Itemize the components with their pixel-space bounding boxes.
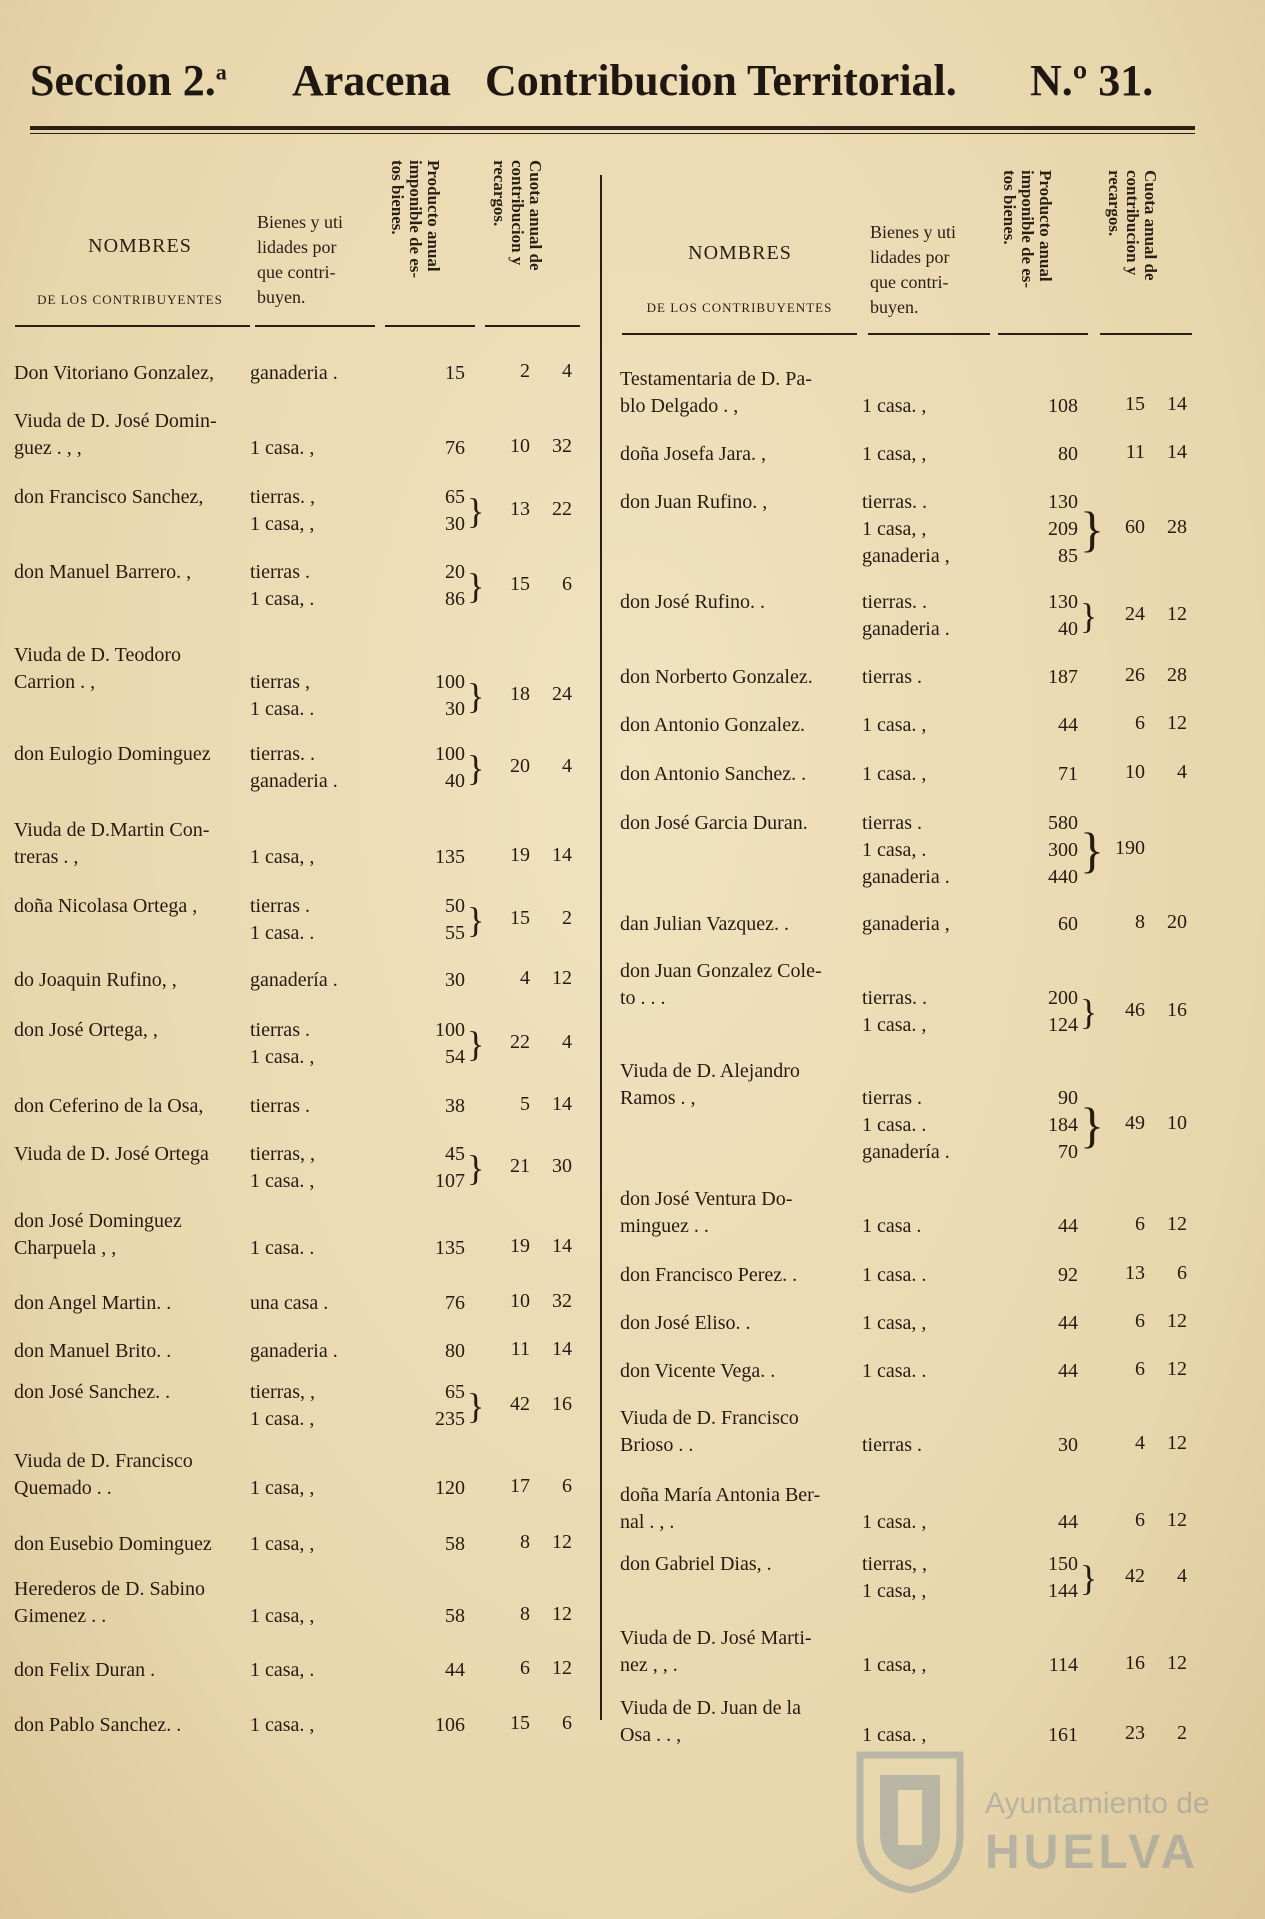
document-title: Contribucion Territorial. bbox=[485, 56, 957, 105]
annual-product: 150 144 bbox=[1048, 1553, 1078, 1602]
annual-product: 30 bbox=[1058, 1434, 1078, 1456]
right-bienes-header: Bienes y uti lidades por que contri- buyen. bbox=[870, 222, 956, 317]
property-type: 1 casa. , bbox=[862, 395, 927, 417]
right-cuota-header: Cuota anual de contribucion y recargos. bbox=[1105, 170, 1160, 281]
contributor-name: Viuda de D.Martin Con- treras . , bbox=[14, 819, 210, 868]
annual-quota: 23 2 bbox=[1125, 1722, 1187, 1744]
annual-quota: 15 14 bbox=[1125, 393, 1187, 415]
property-type: 1 casa, . bbox=[250, 1659, 315, 1681]
annual-quota: 8 12 bbox=[520, 1603, 572, 1625]
property-type: tierras. . 1 casa. , bbox=[862, 987, 927, 1036]
annual-product: 108 bbox=[1048, 395, 1078, 417]
property-type: 1 casa, , bbox=[250, 1477, 315, 1499]
property-type: tierras . bbox=[250, 1095, 310, 1117]
annual-quota: 6 12 bbox=[1135, 1310, 1187, 1332]
seal-text-line2: HUELVA bbox=[985, 1826, 1200, 1879]
annual-quota: 4 12 bbox=[520, 967, 572, 989]
property-type: 1 casa, , bbox=[862, 1312, 927, 1334]
ayuntamiento-seal bbox=[850, 1745, 1230, 1895]
property-type: tierras, , 1 casa, , bbox=[862, 1553, 927, 1602]
left-cuota-header: Cuota anual de contribucion y recargos. bbox=[490, 160, 545, 271]
contributor-name: don Manuel Barrero. , bbox=[14, 561, 192, 583]
property-type: tierras . 1 casa, . bbox=[250, 561, 315, 610]
annual-quota: 5 14 bbox=[520, 1093, 572, 1115]
annual-product: 92 bbox=[1058, 1264, 1078, 1286]
annual-product: 80 bbox=[445, 1340, 465, 1362]
annual-quota: 19 14 bbox=[510, 1235, 572, 1257]
annual-product: 100 40 bbox=[435, 743, 465, 792]
contributor-name: don Eusebio Dominguez bbox=[14, 1533, 212, 1555]
grouping-brace: } bbox=[1080, 596, 1098, 636]
contributor-name: Testamentaria de D. Pa- blo Delgado . , bbox=[620, 368, 812, 417]
left-header-underline bbox=[385, 325, 475, 327]
annual-product: 58 bbox=[445, 1533, 465, 1555]
annual-quota: 10 32 bbox=[510, 435, 572, 457]
contributor-name: don José Ortega, , bbox=[14, 1019, 158, 1041]
annual-product: 106 bbox=[435, 1714, 465, 1736]
annual-quota: 15 2 bbox=[510, 906, 572, 929]
annual-product: 135 bbox=[435, 846, 465, 868]
annual-quota: 6 12 bbox=[1135, 1358, 1187, 1380]
property-type: tierras. . ganaderia . bbox=[862, 591, 950, 640]
property-type: 1 casa, , bbox=[862, 443, 927, 465]
grouping-brace: } bbox=[467, 748, 485, 788]
grouping-brace: } bbox=[467, 676, 485, 716]
property-type: tierras. . 1 casa, , ganaderia , bbox=[862, 491, 950, 567]
annual-quota: 21 30 bbox=[510, 1154, 572, 1177]
shield-icon bbox=[850, 1745, 970, 1895]
annual-product: 187 bbox=[1048, 666, 1078, 688]
annual-quota: 20 4 bbox=[510, 754, 572, 777]
right-producto-header: Producto anual imponible de es- tos bienes. bbox=[1000, 170, 1055, 289]
right-names-header: NOMBRES bbox=[688, 242, 792, 264]
annual-product: 200 124 bbox=[1048, 987, 1078, 1036]
property-type: 1 casa. , bbox=[862, 1724, 927, 1746]
annual-product: 44 bbox=[1058, 1360, 1078, 1382]
property-type: ganaderia . bbox=[250, 362, 338, 384]
property-type: tierras . 1 casa, . ganaderia . bbox=[862, 812, 950, 888]
annual-quota: 60 28 bbox=[1125, 516, 1187, 538]
annual-product: 135 bbox=[435, 1237, 465, 1259]
annual-product: 114 bbox=[1048, 1654, 1078, 1676]
annual-quota: 6 12 bbox=[520, 1657, 572, 1679]
left-producto-header: Producto anual imponible de es- tos bienes. bbox=[388, 160, 443, 279]
annual-quota: 2 4 bbox=[520, 360, 572, 382]
contributor-name: don Angel Martin. . bbox=[14, 1292, 172, 1314]
contributor-name: Viuda de D. Francisco Quemado . . bbox=[14, 1450, 193, 1499]
contributor-name: don Antonio Gonzalez. bbox=[620, 714, 805, 736]
contributor-name: don José Dominguez Charpuela , , bbox=[14, 1210, 182, 1259]
annual-product: 580 300 440 bbox=[1048, 812, 1078, 888]
left-header-underline bbox=[485, 325, 580, 327]
annual-product: 58 bbox=[445, 1605, 465, 1627]
annual-product: 90 184 70 bbox=[1048, 1087, 1078, 1163]
property-type: ganaderia . bbox=[250, 1340, 338, 1362]
annual-quota: 42 4 bbox=[1125, 1564, 1187, 1587]
annual-product: 20 86 bbox=[445, 561, 465, 610]
annual-quota: 13 22 bbox=[510, 497, 572, 520]
property-type: 1 casa. . bbox=[250, 1237, 315, 1259]
contributor-name: don Vicente Vega. . bbox=[620, 1360, 776, 1382]
annual-quota: 26 28 bbox=[1125, 664, 1187, 686]
property-type: 1 casa . bbox=[862, 1215, 922, 1237]
annual-product: 44 bbox=[1058, 1511, 1078, 1533]
annual-product: 60 bbox=[1058, 913, 1078, 935]
right-header-underline bbox=[622, 333, 857, 335]
property-type: 1 casa. , bbox=[862, 714, 927, 736]
annual-quota: 4 12 bbox=[1135, 1432, 1187, 1454]
left-names-header: NOMBRES bbox=[88, 235, 192, 257]
contributor-name: don José Ventura Do- minguez . . bbox=[620, 1188, 793, 1237]
contributor-name: don Pablo Sanchez. . bbox=[14, 1714, 182, 1736]
contributor-name: don Eulogio Dominguez bbox=[14, 743, 211, 765]
property-type: tierras . bbox=[862, 666, 922, 688]
contributor-name: Viuda de D. Juan de la Osa . . , bbox=[620, 1697, 801, 1746]
property-type: 1 casa, , bbox=[250, 846, 315, 868]
annual-product: 50 55 bbox=[445, 895, 465, 944]
property-type: tierras , 1 casa. . bbox=[250, 671, 315, 720]
column-divider bbox=[600, 175, 602, 1720]
property-type: tierras, , 1 casa. , bbox=[250, 1381, 315, 1430]
seal-text-line1: Ayuntamiento de bbox=[985, 1787, 1210, 1820]
annual-product: 100 30 bbox=[435, 671, 465, 720]
grouping-brace: } bbox=[467, 491, 485, 531]
annual-product: 71 bbox=[1058, 763, 1078, 785]
annual-product: 65 30 bbox=[445, 486, 465, 535]
annual-quota: 15 6 bbox=[510, 572, 572, 595]
left-header-underline bbox=[15, 325, 250, 327]
right-names-subheader: DE LOS CONTRIBUYENTES bbox=[646, 300, 833, 315]
contributor-name: doña Nicolasa Ortega , bbox=[14, 895, 198, 917]
grouping-brace: } bbox=[467, 1148, 485, 1188]
annual-quota: 16 12 bbox=[1125, 1652, 1187, 1674]
left-header-underline bbox=[255, 325, 375, 327]
property-type: ganadería . bbox=[250, 969, 338, 991]
grouping-brace: } bbox=[467, 566, 485, 606]
property-type: 1 casa. , bbox=[862, 1511, 927, 1533]
property-type: 1 casa. , bbox=[250, 437, 315, 459]
annual-quota: 19 14 bbox=[510, 844, 572, 866]
contributor-name: Viuda de D. José Marti- nez , , . bbox=[620, 1627, 812, 1676]
right-header-underline bbox=[868, 333, 990, 335]
grouping-brace: } bbox=[1080, 501, 1104, 557]
contributor-name: don Ceferino de la Osa, bbox=[14, 1095, 204, 1117]
annual-product: 38 bbox=[445, 1095, 465, 1117]
annual-quota: 8 12 bbox=[520, 1531, 572, 1553]
annual-product: 65 235 bbox=[435, 1381, 465, 1430]
annual-product: 44 bbox=[445, 1659, 465, 1681]
annual-quota: 15 6 bbox=[510, 1712, 572, 1734]
annual-quota: 190 bbox=[1115, 837, 1145, 859]
contributor-name: don Gabriel Dias, . bbox=[620, 1553, 772, 1575]
contributor-name: don Norberto Gonzalez. bbox=[620, 666, 813, 688]
page-header bbox=[30, 55, 1190, 125]
annual-quota: 6 12 bbox=[1135, 1509, 1187, 1531]
annual-product: 120 bbox=[435, 1477, 465, 1499]
property-type: 1 casa, , bbox=[862, 1654, 927, 1676]
annual-product: 45 107 bbox=[435, 1143, 465, 1192]
contributor-name: don Juan Gonzalez Cole- to . . . bbox=[620, 960, 822, 1009]
grouping-brace: } bbox=[467, 900, 485, 940]
annual-product: 76 bbox=[445, 1292, 465, 1314]
annual-quota: 22 4 bbox=[510, 1030, 572, 1053]
property-type: tierras. , 1 casa, , bbox=[250, 486, 315, 535]
annual-product: 76 bbox=[445, 437, 465, 459]
contributor-name: do Joaquin Rufino, , bbox=[14, 969, 177, 991]
annual-quota: 6 12 bbox=[1135, 1213, 1187, 1235]
contributor-name: don José Sanchez. . bbox=[14, 1381, 171, 1403]
contributor-name: Viuda de D. José Ortega bbox=[14, 1143, 209, 1165]
grouping-brace: } bbox=[1080, 1558, 1098, 1598]
grouping-brace: } bbox=[1080, 992, 1098, 1032]
contributor-name: don Felix Duran . bbox=[14, 1659, 156, 1681]
annual-product: 130 209 85 bbox=[1048, 491, 1078, 567]
contributor-name: don Manuel Brito. . bbox=[14, 1340, 172, 1362]
grouping-brace: } bbox=[1080, 822, 1104, 878]
contributor-name: Herederos de D. Sabino Gimenez . . bbox=[14, 1578, 206, 1627]
annual-quota: 42 16 bbox=[510, 1392, 572, 1415]
property-type: 1 casa. . bbox=[862, 1360, 927, 1382]
property-type: tierras, , 1 casa. , bbox=[250, 1143, 315, 1192]
annual-quota: 11 14 bbox=[510, 1338, 572, 1360]
annual-product: 130 40 bbox=[1048, 591, 1078, 640]
property-type: 1 casa. . bbox=[862, 1264, 927, 1286]
contributor-name: Viuda de D. Teodoro Carrion . , bbox=[14, 644, 181, 693]
contributor-name: Viuda de D. Alejandro Ramos . , bbox=[620, 1060, 800, 1109]
contributor-name: doña Josefa Jara. , bbox=[620, 443, 767, 465]
property-type: tierras . 1 casa. , bbox=[250, 1019, 315, 1068]
left-bienes-header: Bienes y uti lidades por que contri- buyen. bbox=[257, 212, 343, 307]
annual-product: 15 bbox=[445, 362, 465, 384]
property-type: tierras . 1 casa. . bbox=[250, 895, 315, 944]
property-type: 1 casa. , bbox=[250, 1714, 315, 1736]
grouping-brace: } bbox=[467, 1386, 485, 1426]
annual-product: 80 bbox=[1058, 443, 1078, 465]
contributor-name: Viuda de D. Francisco Brioso . . bbox=[620, 1407, 799, 1456]
contributor-name: dan Julian Vazquez. . bbox=[620, 913, 790, 935]
contributor-name: don José Rufino. . bbox=[620, 591, 765, 613]
property-type: ganaderia , bbox=[862, 913, 950, 935]
contributor-name: Don Vitoriano Gonzalez, bbox=[14, 362, 215, 384]
property-type: tierras . 1 casa. . ganadería . bbox=[862, 1087, 950, 1163]
right-header-underline bbox=[998, 333, 1088, 335]
contributor-name: don Francisco Sanchez, bbox=[14, 486, 204, 508]
property-type: una casa . bbox=[250, 1292, 329, 1314]
annual-quota: 11 14 bbox=[1125, 441, 1187, 463]
annual-product: 44 bbox=[1058, 1215, 1078, 1237]
right-header-underline bbox=[1100, 333, 1192, 335]
contributor-name: don José Garcia Duran. bbox=[620, 812, 808, 834]
annual-product: 161 bbox=[1048, 1724, 1078, 1746]
annual-quota: 17 6 bbox=[510, 1475, 572, 1497]
property-type: 1 casa, , bbox=[250, 1605, 315, 1627]
annual-quota: 6 12 bbox=[1135, 712, 1187, 734]
annual-product: 44 bbox=[1058, 714, 1078, 736]
annual-quota: 10 4 bbox=[1125, 761, 1187, 783]
place-name: Aracena bbox=[292, 56, 451, 105]
grouping-brace: } bbox=[1080, 1097, 1104, 1153]
header-rule bbox=[30, 126, 1195, 130]
annual-product: 30 bbox=[445, 969, 465, 991]
property-type: 1 casa. , bbox=[862, 763, 927, 785]
annual-quota: 8 20 bbox=[1135, 911, 1187, 933]
grouping-brace: } bbox=[467, 1024, 485, 1064]
annual-quota: 24 12 bbox=[1125, 602, 1187, 625]
contributor-name: don Juan Rufino. , bbox=[620, 491, 768, 513]
section-label: Seccion 2.$^a$ bbox=[30, 56, 227, 105]
left-names-subheader: DE LOS CONTRIBUYENTES bbox=[37, 292, 223, 307]
property-type: 1 casa, , bbox=[250, 1533, 315, 1555]
contributor-name: don Francisco Perez. . bbox=[620, 1264, 798, 1286]
annual-quota: 18 24 bbox=[510, 682, 572, 705]
contributor-name: Viuda de D. José Domin- guez . , , bbox=[14, 410, 217, 459]
annual-quota: 49 10 bbox=[1125, 1112, 1187, 1134]
property-type: tierras. . ganaderia . bbox=[250, 743, 338, 792]
header-rule-thin bbox=[30, 133, 1195, 134]
contributor-name: doña María Antonia Ber- nal . , . bbox=[620, 1484, 821, 1533]
contributor-name: don Antonio Sanchez. . bbox=[620, 763, 807, 785]
annual-product: 44 bbox=[1058, 1312, 1078, 1334]
annual-product: 100 54 bbox=[435, 1019, 465, 1068]
document-number: N.º 31. bbox=[1030, 56, 1154, 105]
annual-quota: 13 6 bbox=[1125, 1262, 1187, 1284]
property-type: tierras . bbox=[862, 1434, 922, 1456]
contributor-name: don José Eliso. . bbox=[620, 1312, 751, 1334]
annual-quota: 46 16 bbox=[1125, 998, 1187, 1021]
annual-quota: 10 32 bbox=[510, 1290, 572, 1312]
